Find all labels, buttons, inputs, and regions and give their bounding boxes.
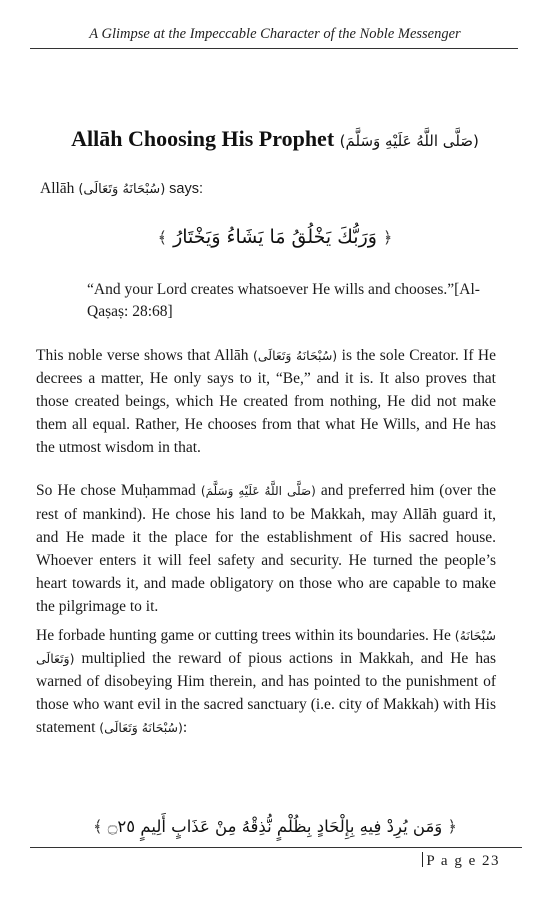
verse-2-text: وَمَن يُرِدْ فِيهِ بِإِلْحَادٍ بِظُلْمٍ نُّذِقْهُ مِنْ عَذَابٍ أَلِيمٍ ۝٢٥ <box>107 817 443 836</box>
chapter-title-honorific: (صَلَّى اللَّهُ عَلَيْهِ وَسَلَّمَ) <box>339 132 479 150</box>
footer-divider <box>30 847 522 848</box>
page-number <box>422 852 500 870</box>
paragraph-1-post: is the sole Creator. If He decrees a matter, He only says to it, “Be,” and it is. It also proves that those created beings, which He created from nothing, He did not make them all equal. Rather, He chooses from that what He Wills, and He has the utmost wisdom in that. <box>36 347 497 456</box>
paragraph-3-honorific: (سُبْحَانَهُ وَتَعَالَى) <box>36 628 496 666</box>
chapter-title <box>0 126 550 152</box>
paragraph-2-pre: So He chose Muḥammad <box>36 482 201 499</box>
paragraph-2 <box>36 479 496 618</box>
chapter-title-text: Allāh Choosing His Prophet <box>71 126 335 151</box>
verse-2-close-bracket: ﴾ <box>93 817 103 836</box>
paragraph-3 <box>36 624 496 739</box>
intro-line <box>40 180 203 198</box>
page-number-bar <box>422 852 423 867</box>
intro-verb: says: <box>169 181 204 197</box>
intro-name: Allāh <box>40 180 75 197</box>
quran-verse-2 <box>60 817 490 836</box>
paragraph-3-honorific-2: (سُبْحَانَهُ وَتَعَالَى) <box>99 720 183 735</box>
verse-open-bracket: ﴿ <box>382 228 393 247</box>
intro-honorific: (سُبْحَانَهُ وَتَعَالَى) <box>78 182 166 197</box>
paragraph-3-tail: : <box>182 719 188 736</box>
paragraph-2-honorific: (صَلَّى اللَّهُ عَلَيْهِ وَسَلَّمَ) <box>200 484 316 498</box>
verse-1-text: وَرَبُّكَ يَخْلُقُ مَا يَشَاءُ وَيَخْتَارُ <box>173 226 377 248</box>
running-header: A Glimpse at the Impeccable Character of the Noble Messenger <box>89 26 461 42</box>
verse-2-open-bracket: ﴿ <box>447 817 457 836</box>
page-number-text: P a g e 23 <box>426 853 500 869</box>
paragraph-2-post: and preferred him (over the rest of mankind). He chose his land to be Makkah, may Allāh guard it, and He made it the place for the establishment of His sacred house. Whoever enters it will feel safety and security. He turned the people’s heart towards it, and made obligatory on those who are capable to make the pilgrimage to it. <box>36 482 497 615</box>
paragraph-1-pre: This noble verse shows that Allāh <box>36 347 253 364</box>
quran-verse-1 <box>60 226 490 248</box>
header-divider <box>30 48 518 49</box>
paragraph-3-post: multiplied the reward of pious actions in Makkah, and He has warned of disobeying Him therein, and has pointed to the punishment of those who want evil in the sacred sanctuary (i.e. city of Makkah) with His statement <box>36 650 496 736</box>
paragraph-3-pre: He forbade hunting game or cutting trees within its boundaries. He <box>36 627 455 644</box>
paragraph-1-honorific: (سُبْحَانَهُ وَتَعَالَى) <box>252 348 338 363</box>
verse-translation: “And your Lord creates whatsoever He wills and chooses.”[Al-Qaṣaṣ: 28:68] <box>87 281 480 320</box>
paragraph-1 <box>36 344 496 459</box>
verse-close-bracket: ﴾ <box>157 228 168 247</box>
